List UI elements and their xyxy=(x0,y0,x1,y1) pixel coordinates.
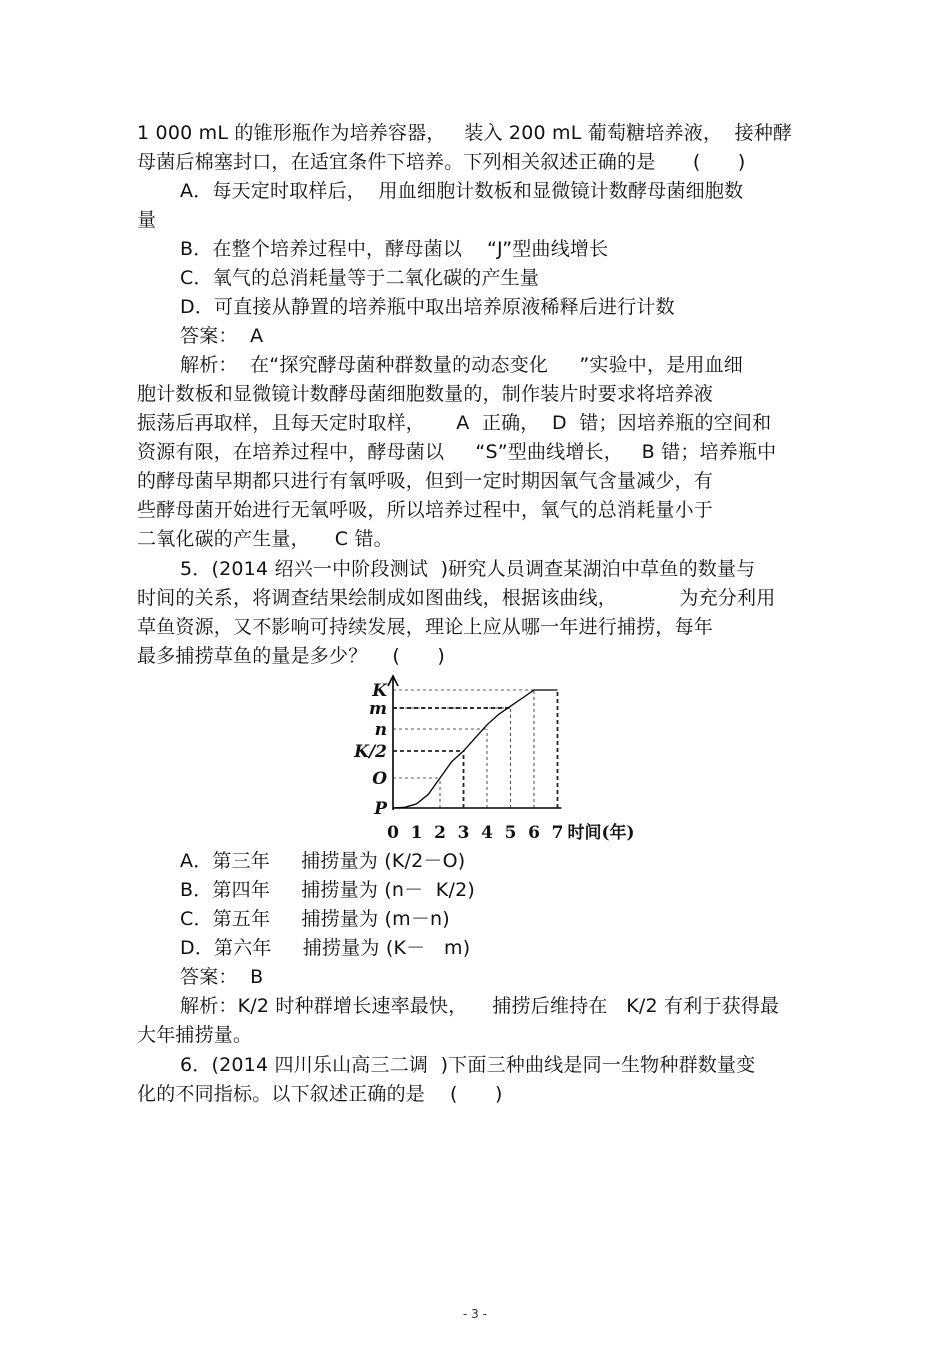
y-tick-label: K xyxy=(372,681,387,701)
x-tick-label: 3 xyxy=(457,823,470,843)
q4-analysis-line7: 二氧化碳的产生量， C 错。 xyxy=(137,528,393,550)
x-tick-label: 0 xyxy=(387,823,399,843)
q4-option-a-line1: A．每天定时取样后， 用血细胞计数板和显微镜计数酵母菌细胞数 xyxy=(180,180,744,202)
q4-stem-line1: 1 000 mL 的锥形瓶作为培养容器， 装入 200 mL 葡萄糖培养液， 接种酵 xyxy=(137,122,793,144)
q5-stem-line3: 草鱼资源，又不影响可持续发展，理论上应从哪一年进行捕捞，每年 xyxy=(137,616,714,638)
q5-stem-line1: 5．(2014 绍兴一中阶段测试 )研究人员调查某湖泊中草鱼的数量与 xyxy=(180,558,756,580)
y-tick-label: K/2 xyxy=(354,742,387,762)
q4-analysis-line1: 解析： 在“探究酵母菌种群数量的动态变化 ”实验中，是用血细 xyxy=(180,354,743,376)
page-number: - 3 - xyxy=(463,1307,487,1321)
x-tick-label: 7 xyxy=(551,823,564,843)
q4-option-d: D．可直接从静置的培养瓶中取出培养原液稀释后进行计数 xyxy=(180,296,675,318)
y-tick-label: O xyxy=(372,769,387,789)
q6-stem-line1: 6．(2014 四川乐山高三二调 )下面三种曲线是同一生物种群数量变 xyxy=(180,1054,756,1076)
q4-analysis-line3: 振荡后再取样，且每天定时取样， A 正确， D 错；因培养瓶的空间和 xyxy=(137,412,772,434)
population-curve-chart xyxy=(345,672,685,850)
q5-option-b: B．第四年 捕捞量为 (n－ K/2) xyxy=(180,879,475,901)
q4-analysis-line6: 些酵母菌开始进行无氧呼吸，所以培养过程中，氧气的总消耗量小于 xyxy=(137,499,714,521)
q6-stem-line2: 化的不同指标。以下叙述正确的是 ( ) xyxy=(137,1083,503,1105)
q5-stem-line4: 最多捕捞草鱼的量是多少？ ( ) xyxy=(137,645,446,667)
q4-stem-line2: 母菌后棉塞封口，在适宜条件下培养。下列相关叙述正确的是 ( ) xyxy=(137,151,746,173)
q5-option-a: A．第三年 捕捞量为 (K/2－O) xyxy=(180,850,466,872)
y-tick-label: n xyxy=(374,720,387,740)
q4-option-c: C．氧气的总消耗量等于二氧化碳的产生量 xyxy=(180,267,540,289)
y-tick-label: P xyxy=(374,799,387,819)
x-tick-label: 2 xyxy=(434,823,446,843)
y-tick-label: m xyxy=(369,699,387,719)
q5-option-d: D．第六年 捕捞量为 (K－ m) xyxy=(180,937,471,959)
q4-option-b: B．在整个培养过程中，酵母菌以 “J”型曲线增长 xyxy=(180,238,609,260)
q4-analysis-line4: 资源有限，在培养过程中，酵母菌以 “S”型曲线增长， B 错；培养瓶中 xyxy=(137,441,777,463)
x-tick-label: 6 xyxy=(528,823,540,843)
q5-answer: 答案： B xyxy=(180,966,264,988)
q5-analysis-line2: 大年捕捞量。 xyxy=(137,1024,253,1046)
x-axis-label: 时间(年) xyxy=(567,823,635,843)
q5-option-c: C．第五年 捕捞量为 (m－n) xyxy=(180,908,450,930)
x-tick-label: 1 xyxy=(410,823,423,843)
q4-option-a-line2: 量 xyxy=(137,209,157,231)
q4-analysis-line5: 的酵母菌早期都只进行有氧呼吸，但到一定时期因氧气含量减少，有 xyxy=(137,470,714,492)
q5-analysis-line1: 解析：K/2 时种群增长速率最快， 捕捞后维持在 K/2 有利于获得最 xyxy=(180,995,780,1017)
q5-stem-line2: 时间的关系，将调查结果绘制成如图曲线，根据该曲线， 为充分利用 xyxy=(137,587,776,609)
x-tick-label: 5 xyxy=(504,823,517,843)
q4-answer: 答案： A xyxy=(180,325,264,347)
q4-analysis-line2: 胞计数板和显微镜计数酵母菌细胞数量的，制作装片时要求将培养液 xyxy=(137,383,714,405)
x-tick-label: 4 xyxy=(481,823,493,843)
